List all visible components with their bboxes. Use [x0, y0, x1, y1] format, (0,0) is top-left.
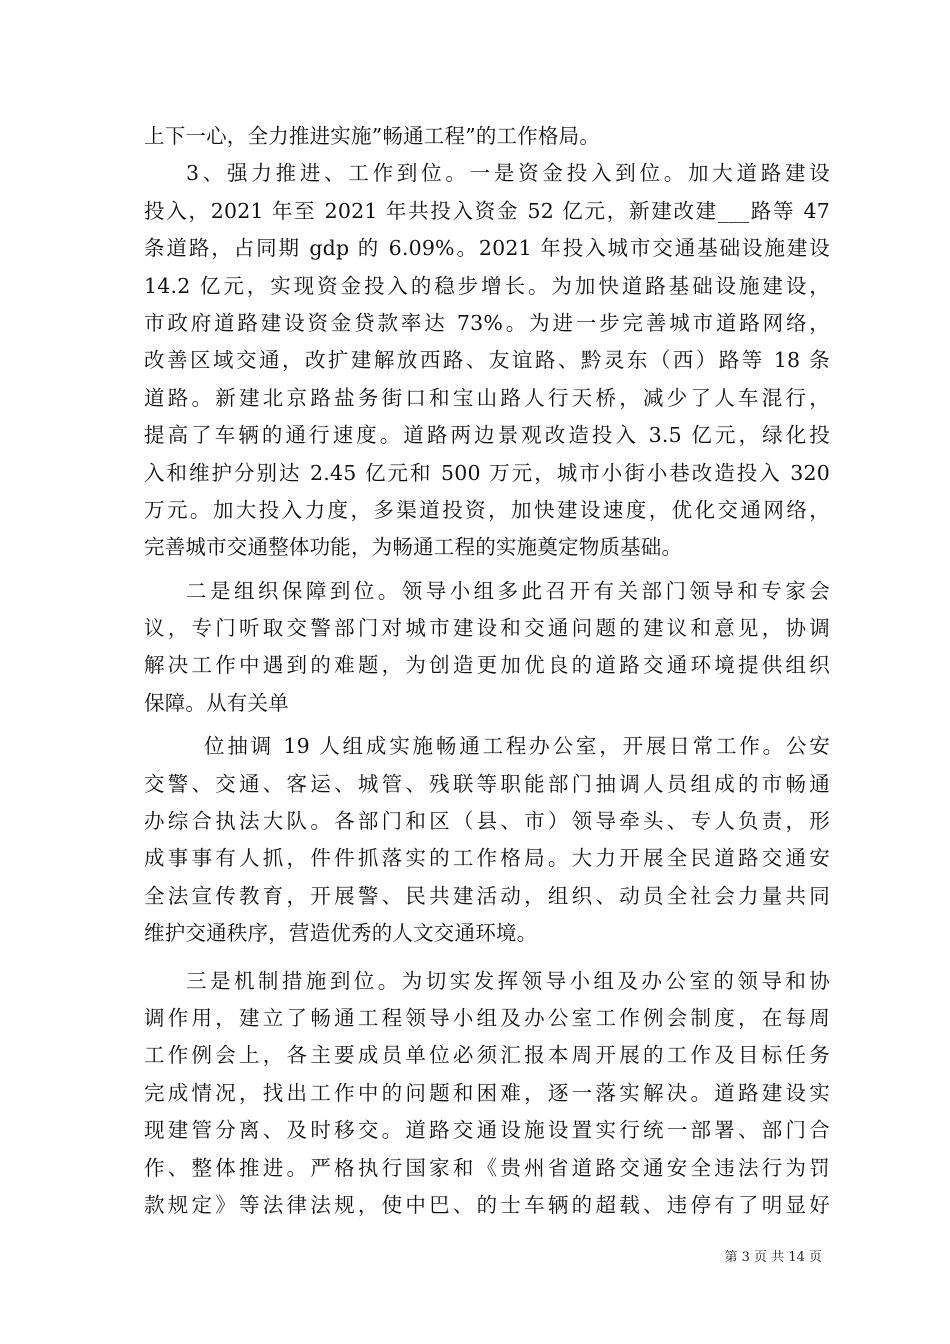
text-line: 议，专门听取交警部门对城市建设和交通问题的建议和意见，协调	[144, 616, 830, 641]
text-line: 改善区域交通，改扩建解放西路、友谊路、黔灵东（西）路等 18 条	[144, 348, 830, 373]
text-line: 完善城市交通整体功能，为畅通工程的实施奠定物质基础。	[144, 535, 683, 560]
text-line: 提高了车辆的通行速度。道路两边景观改造投入 3.5 亿元，绿化投	[144, 423, 830, 448]
text-line: 全法宣传教育，开展警、民共建活动，组织、动员全社会力量共同	[144, 883, 830, 908]
text-line: 投入，2021 年至 2021 年共投入资金 52 亿元，新建改建___路等 47	[144, 198, 830, 223]
paragraph-first-line: 位抽调 19 人组成实施畅通工程办公室，开展日常工作。公安	[204, 734, 830, 759]
text-line: 办综合执法大队。各部门和区（县、市）领导牵头、专人负责，形	[144, 809, 830, 834]
paragraph-first-line: 二是组织保障到位。领导小组多此召开有关部门领导和专家会	[186, 578, 830, 603]
text-line: 14.2 亿元，实现资金投入的稳步增长。为加快道路基础设施建设，	[144, 273, 830, 298]
page-number: 第 3 页 共 14 页	[724, 1250, 822, 1265]
text-line: 款规定》等法律法规，使中巴、的士车辆的超载、违停有了明显好	[144, 1192, 830, 1217]
text-line: 现建管分离、及时移交。道路交通设施设置实行统一部署、部门合	[144, 1118, 830, 1143]
text-line: 万元。加大投入力度，多渠道投资，加快建设速度，优化交通网络，	[144, 497, 830, 522]
text-line: 市政府道路建设资金贷款率达 73%。为进一步完善城市道路网络，	[144, 310, 830, 335]
text-line: 解决工作中遇到的难题，为创造更加优良的道路交通环境提供组织	[144, 653, 830, 678]
document-body	[144, 118, 830, 1224]
text-line: 维护交通秩序，营造优秀的人文交通环境。	[144, 921, 538, 946]
paragraph-first-line: 三是机制措施到位。为切实发挥领导小组及办公室的领导和协	[186, 968, 830, 993]
text-line: 条道路，占同期 gdp 的 6.09%。2021 年投入城市交通基础设施建设	[144, 236, 830, 261]
paragraph-first-line: 3、强力推进、工作到位。一是资金投入到位。加大道路建设	[186, 161, 830, 186]
text-line: 完成情况，找出工作中的问题和困难，逐一落实解决。道路建设实	[144, 1080, 830, 1105]
text-line: 交警、交通、客运、城管、残联等职能部门抽调人员组成的市畅通	[144, 771, 830, 796]
text-line: 上下一心，全力推进实施”畅通工程”的工作格局。	[144, 124, 601, 148]
text-line: 入和维护分别达 2.45 亿元和 500 万元，城市小街小巷改造投入 320	[144, 460, 830, 485]
text-line: 道路。新建北京路盐务街口和宝山路人行天桥，减少了人车混行，	[144, 385, 830, 410]
text-line: 保障。从有关单	[144, 690, 289, 715]
text-line: 调作用，建立了畅通工程领导小组及办公室工作例会制度，在每周	[144, 1005, 830, 1030]
text-line: 工作例会上，各主要成员单位必须汇报本周开展的工作及目标任务	[144, 1043, 830, 1068]
text-line: 成事事有人抓，件件抓落实的工作格局。大力开展全民道路交通安	[144, 846, 830, 871]
text-line: 作、整体推进。严格执行国家和《贵州省道路交通安全违法行为罚	[144, 1155, 830, 1180]
